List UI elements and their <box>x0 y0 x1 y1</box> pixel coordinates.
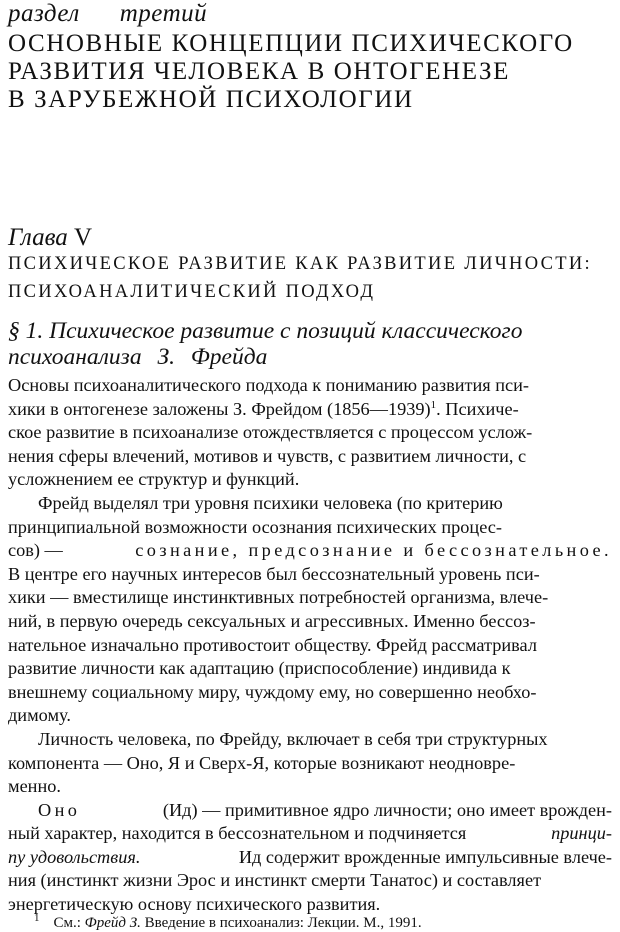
text-line: димому. <box>8 705 71 726</box>
chapter-word: Глава <box>8 224 68 251</box>
chapter-title-line: ПСИХОАНАЛИТИЧЕСКИЙ ПОДХОД <box>8 282 376 302</box>
footnote <box>34 909 422 932</box>
body-text <box>8 374 612 917</box>
text-line: компонента — Оно, Я и Сверх-Я, которые возникают неодновре- <box>8 752 516 773</box>
text-line: Личность человека, по Фрейду, включает в себя три структурных <box>38 728 548 749</box>
text-line <box>8 799 612 823</box>
text-line: ское развитие в психоанализе отождествляется с процессом услож- <box>8 422 533 443</box>
text-line: Фрейд выделял три уровня психики человека (по критерию <box>38 492 503 513</box>
paragraph-3 <box>8 728 612 799</box>
paragraph-4 <box>8 799 612 917</box>
text-line: менно. <box>8 776 61 797</box>
text-line: хики — вместилище инстинктивных потребностей организма, влече- <box>8 587 549 608</box>
chapter-number: V <box>74 224 93 251</box>
paragraph-title-line <box>8 318 612 344</box>
text-fragment: хики в онтогенезе заложены З. Фрейдом (1856—1939) <box>8 398 431 419</box>
footnote-text: Введение в психоанализ: Лекции. М., 1991. <box>144 915 422 931</box>
text-line <box>8 822 612 846</box>
text-line: В центре его научных интересов был бессознательный уровень пси- <box>8 563 540 584</box>
footnote-author: Фрейд З. <box>84 915 141 931</box>
italic-term: пу удовольствия. <box>8 846 141 867</box>
paragraph-title-text: § 1. Психическое развитие с позиций классического <box>8 318 523 344</box>
italic-term: принци- <box>551 823 612 844</box>
text-fragment: ный характер, находится в бессознательном и подчиняется <box>8 823 467 844</box>
part-title-line: ОСНОВНЫЕ КОНЦЕПЦИИ ПСИХИЧЕСКОГО <box>8 30 574 57</box>
text-line: усложнением ее структур и функций. <box>8 469 300 490</box>
text-line: нения сферы влечений, мотивов и чувств, с развитием личности, с <box>8 445 527 466</box>
text-line: ния (инстинкт жизни Эрос и инстинкт смерти Танатос) и составляет <box>8 870 542 891</box>
part-title-line: В ЗАРУБЕЖНОЙ ПСИХОЛОГИИ <box>8 86 414 113</box>
text-line <box>8 846 612 870</box>
section-label <box>8 0 207 28</box>
chapter-title-line: ПСИХИЧЕСКОЕ РАЗВИТИЕ КАК РАЗВИТИЕ ЛИЧНОСТИ: <box>8 254 592 274</box>
text-line: развитие личности как адаптацию (приспособление) индивида к <box>8 658 511 679</box>
text-line: внешнему социальному миру, чуждому ему, но совершенно необхо- <box>8 681 537 702</box>
text-line: Основы психоаналитического подхода к пониманию развития пси- <box>8 375 530 395</box>
footnote-prefix: См.: <box>53 915 81 931</box>
footnote-ref: 1 <box>430 398 437 411</box>
text-fragment: . Психиче- <box>436 398 519 419</box>
term-id: Оно <box>38 799 81 820</box>
part-title <box>8 30 574 114</box>
section-number-word: третий <box>119 0 208 27</box>
emphasized-terms: сознание, предсознание и бессознательное. <box>135 540 612 561</box>
text-line: ний, в первую очередь сексуальных и агрессивных. Именно бессоз- <box>8 610 536 631</box>
text-line: нательное изначально противостоит обществу. Фрейд рассматривал <box>8 634 537 655</box>
text-line: энергетическую основу психического развития. <box>8 894 381 915</box>
paragraph-title <box>8 318 612 370</box>
paragraph-title-line: психоанализа З. Фрейда <box>8 344 268 370</box>
text-line <box>8 398 612 422</box>
paragraph-1 <box>8 374 612 492</box>
paragraph-2 <box>8 492 612 728</box>
text-fragment: Ид содержит врожденные импульсивные влече- <box>238 846 612 867</box>
chapter-label <box>8 224 92 252</box>
text-line: принципиальной возможности осознания психических процес- <box>8 516 502 537</box>
chapter-title <box>8 250 592 306</box>
text-fragment: (Ид) — примитивное ядро личности; оно имеет врожден- <box>162 799 612 820</box>
part-title-line: РАЗВИТИЯ ЧЕЛОВЕКА В ОНТОГЕНЕЗЕ <box>8 58 510 85</box>
section-word: раздел <box>8 0 80 27</box>
text-line <box>8 539 612 563</box>
footnote-mark: 1 <box>34 912 40 924</box>
text-fragment: сов) — <box>8 540 63 561</box>
